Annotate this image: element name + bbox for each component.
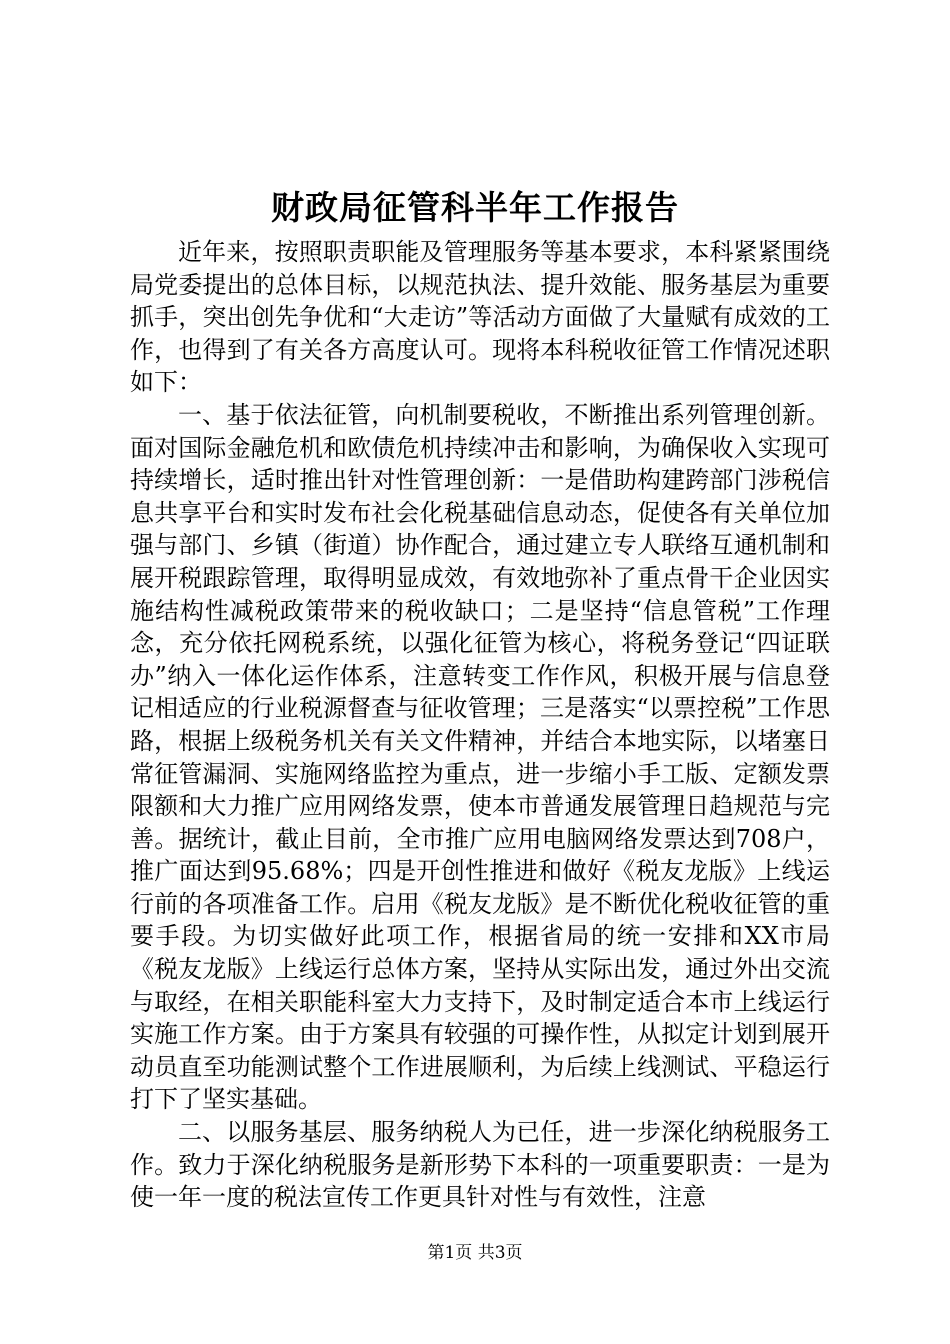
paragraph-intro: 近年来，按照职责职能及管理服务等基本要求，本科紧紧围绕局党委提出的总体目标，以规范执法、提升效能、服务基层为重要抓手，突出创先争优和“大走访”等活动方面做了大量赋有成效的工作，也得到了有关各方高度认可。现将本科税收征管工作情况述职如下： <box>130 238 830 397</box>
paragraph-section-one: 一、基于依法征管，向机制要税收，不断推出系列管理创新。面对国际金融危机和欧债危机持续冲击和影响，为确保收入实现可持续增长，适时推出针对性管理创新：一是借助构建跨部门涉税信息共享平台和实时发布社会化税基础信息动态，促使各有关单位加强与部门、乡镇（街道）协作配合，通过建立专人联络互通机制和展开税跟踪管理，取得明显成效，有效地弥补了重点骨干企业因实施结构性减税政策带来的税收缺口；二是坚持“信息管税”工作理念，充分依托网税系统，以强化征管为核心，将税务登记“四证联办”纳入一体化运作体系，注意转变工作作风，积极开展与信息登记相适应的行业税源督查与征收管理；三是落实“以票控税”工作思路，根据上级税务机关有关文件精神，并结合本地实际，以堵塞日常征管漏洞、实施网络监控为重点，进一步缩小手工版、定额发票限额和大力推广应用网络发票，使本市普通发展管理日趋规范与完善。据统计，截止目前，全市推广应用电脑网络发票达到708户，推广面达到95.68%；四是开创性推进和做好《税友龙版》上线运行前的各项准备工作。启用《税友龙版》是不断优化税收征管的重要手段。为切实做好此项工作，根据省局的统一安排和XX市局《税友龙版》上线运行总体方案，坚持从实际出发，通过外出交流与取经，在相关职能科室大力支持下，及时制定适合本市上线运行实施工作方案。由于方案具有较强的可操作性，从拟定计划到展开动员直至功能测试整个工作进展顺利，为后续上线测试、平稳运行打下了坚实基础。 <box>130 400 830 1114</box>
document-body <box>130 236 830 1214</box>
page-number-footer: 第1页 共3页 <box>427 1243 523 1263</box>
paragraph-section-two: 二、以服务基层、服务纳税人为已任，进一步深化纳税服务工作。致力于深化纳税服务是新形势下本科的一项重要职责：一是为使一年一度的税法宣传工作更具针对性与有效性，注意 <box>130 1118 830 1212</box>
page-title: 财政局征管科半年工作报告 <box>271 188 679 227</box>
